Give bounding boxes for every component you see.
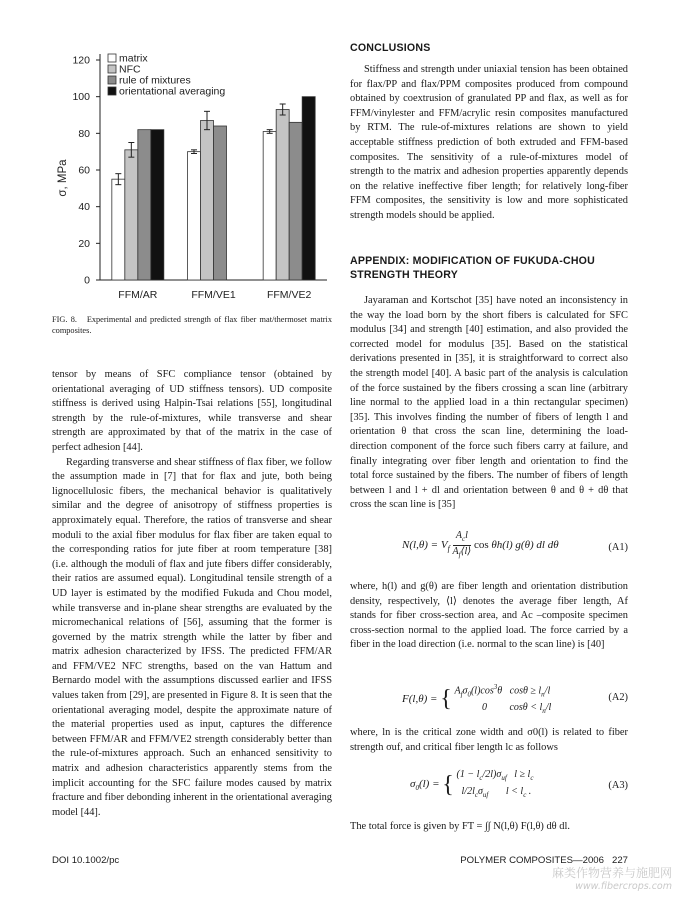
x-tick-label: FFM/VE2 [266,289,312,301]
paragraph: Regarding transverse and shear stiffness of flax fiber, we follow the assumption made in [7] that for flax and jute, both being lignocellulosic fibers, the mechanical behavior is qualitatively similar and the degree of anisotropy of stiffness properties is approximately equal. Therefore, the ratios of transverse and shear moduli to the axial fiber modulus for flax fiber are taken equal to the corresponding ratios for jute fiber at room temperature [38] (i.e. although the moduli of flax and jute fibers differ considerably, their ratios are assumed equal). Longitudinal tensile strength of a UD layer is estimated by the modified Fukuda and Chou model, while transverse and in-plane shear strengths are evaluated by the micromechanical relations of [56], assuming that the former is governed by the matrix strength while the latter by fiber and matrix adhesion characterized by IFSS. The predicted FFM/AR and FFM/VE2 NFC strengths, based on the van Hattum and Bernardo model with the assumptions discussed earlier and IFSS values taken from [29], are presented in Figure 8. It is seen that the orientational averaging model, despite the approximate nature of the material properties used as input, captures the difference between FFM/AR and FFM/VE2 strength considerably better than the rule-of-mixtures approach. Such an enhanced sensitivity to matrix and adhesion characteristics apparently stems from the implicit accounting for the SFC failure modes caused by matrix fracture and fiber debonding inherent in the orientational averaging model [44]. [52,456,333,818]
y-tick-label: 20 [78,237,90,250]
conclusions-text: Stiffness and strength under uniaxial tension has been obtained for flax/PP and flax/PPM composites produced from compound obtained by coextrusion of granulated PP and flax, as well as for FFM/vinylester and FFM/acrylic resin composites manufactured by RTM. The rule-of-mixtures relations are shown to yield acceptable stiffness prediction of both extruded and FFM-based composites. The sensitivity of a rule-of-mixtures model of strength to the matrix and adhesion properties apparently depends on the relative ineffective fiber length; for relatively long-fiber FFM composites, the sensitivity is low and more sophisticated strength models should be applied. [350,64,628,221]
bar [289,122,302,280]
legend-entry: orientational averaging [119,85,226,98]
legend-entry: matrix [119,52,148,65]
equation-a2-label: (A2) [608,692,628,703]
y-tick-label: 0 [84,274,90,287]
watermark-line-1: 麻类作物营养与施肥网 [551,866,672,880]
bar [214,126,227,280]
y-tick-label: 40 [78,201,90,214]
caption-label: FIG. 8. [52,315,77,324]
bar [138,130,151,280]
appendix-heading-line-2: STRENGTH THEORY [350,268,458,281]
bar [201,121,214,281]
appendix-paragraph-1: Jayaraman and Kortschot [35] have noted an inconsistency in the way the load born by the short fibers is calculated for SFC modulus [34] and strength [40] estimation, and also provided the corrected model for modulus [35]. Based on the statistical derivations presented in [35], it is straightforward to correct also the strength model [40]. A basic part of the analysis is calculation of the force sustained by the fibers crossing a scan line (arbitrary line normal to the applied load in a thin rectangular specimen) [35]. This involves finding the number of fibers of length l and orientation θ that cross the scan line, determining the load-direction component of the force such fibers carry at failure, and finally integrating over fiber length and orientation to find the total force sustained by the fibers. The number of fibers of length between l and l + dl and orientation between θ and θ + dθ that cross the scan line is [35] [350,295,628,511]
y-tick-label: 120 [72,54,90,67]
equation-a1-label: (A1) [608,542,628,553]
watermark-line-2: www.fibercrops.com [575,881,672,892]
bar [125,150,138,280]
figure-8-chart [52,42,332,342]
equation-a2 [350,680,628,720]
footer-journal-name: POLYMER COMPOSITES—2006 [460,855,604,866]
appendix-paragraph-3: where, ln is the critical zone width and σ0(l) is related to fiber strength σuf, and critical fiber length lc as follows [350,727,628,753]
legend-entry: rule of mixtures [119,74,191,87]
legend-swatch [108,87,116,95]
watermark [552,866,672,894]
equation-a2-body: F(l,θ) = { $A_f\sigma_0(l)\cos^3\theta$ $\cos\theta \ge l_n/l$ 0 $\cos\theta < l_n/l$ [402,683,552,716]
y-tick-label: 80 [78,127,90,140]
equation-a3-body: $\sigma_0(l)$ = { $(1 - l_c/2l)\sigma_{uf}$ $l \ge l_c$ $l/2l_c\sigma_{uf}$ $l < l_c$ . [410,769,534,799]
x-tick-label: FFM/AR [118,289,158,301]
legend-swatch [108,54,116,62]
equation-a3-label: (A3) [608,780,628,791]
appendix-heading [350,255,628,282]
conclusions-heading: CONCLUSIONS [350,42,431,54]
y-tick-label: 100 [72,91,90,104]
equation-a3 [350,768,628,808]
appendix-paragraph-4: The total force is given by FT = ∫∫ N(l,θ) F(l,θ) dθ dl. [350,821,570,832]
legend-swatch [108,76,116,84]
figure-caption [52,315,332,336]
footer-journal [460,855,628,866]
equation-a1 [350,530,628,570]
caption-text: Experimental and predicted strength of flax fiber mat/thermoset matrix composites. [52,315,332,335]
footer-doi: DOI 10.1002/pc [52,855,120,866]
bar [188,152,201,280]
bar [302,97,315,280]
left-body-text [52,368,332,820]
equation-a1-body: $N(l,\theta) = V_f$ $A_cl$ $A_f⟨l⟩$ cos θh(l) g(θ) dl dθ [402,530,559,559]
appendix-paragraph-2: where, h(l) and g(θ) are fiber length and orientation distribution density, respectively, ⟨l⟩ denotes the average fiber length, Af stands for fiber cross-section area, and Ac –composite specimen cross-section normal to the applied load. The force carried by a fiber in the load direction (i.e. normal to the scan line) is [40] [350,581,628,651]
y-axis-label: σ, MPa [57,159,69,197]
appendix-heading-line-1: APPENDIX: MODIFICATION OF FUKUDA-CHOU [350,255,595,267]
y-tick-label: 60 [78,164,90,177]
bar [276,110,289,281]
bar [263,132,276,281]
bar [151,130,164,280]
legend-swatch [108,65,116,73]
x-tick-label: FFM/VE1 [191,289,236,301]
footer-page-number: 227 [611,855,628,866]
bar [112,179,125,280]
paragraph: tensor by means of SFC compliance tensor (obtained by orientational averaging of UD stiffness tensors). UD composite stiffness is derived using Halpin-Tsai relations [55], longitudinal strength by the rule-of-mixtures, while transverse and shear strength are approximated by that of the matrix in the case of perfect adhesion [44]. [52,369,332,453]
legend-entry: NFC [119,63,141,76]
